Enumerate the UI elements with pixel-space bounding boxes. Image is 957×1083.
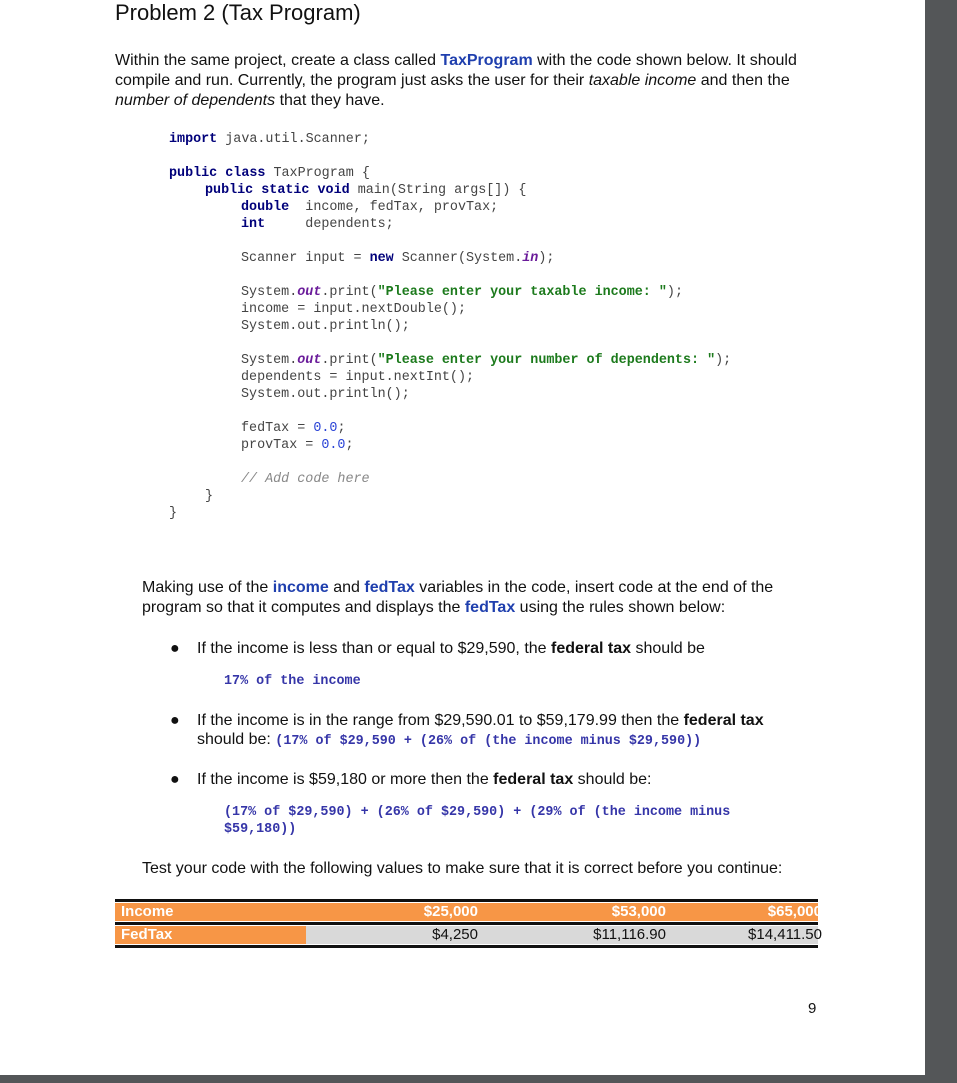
table-cell: $4,250 bbox=[432, 926, 478, 943]
code-listing bbox=[169, 131, 731, 522]
intro-text: and then the bbox=[696, 72, 790, 89]
code-token: 0.0 bbox=[313, 421, 338, 436]
code-line bbox=[241, 250, 731, 267]
code-token: ); bbox=[538, 251, 555, 266]
intro-text: with the code shown below. It should compile and run. Currently, the program just asks the user for their bbox=[115, 52, 797, 89]
code-token: System.out.println(); bbox=[241, 319, 410, 334]
intro-paragraph bbox=[115, 51, 835, 111]
rule-text: If the income is $59,180 or more then the bbox=[197, 771, 494, 788]
intro-text: that they have. bbox=[275, 92, 385, 109]
table-cell: $25,000 bbox=[423, 903, 478, 920]
rule-formula: (17% of $29,590) + (26% of $29,590) + (29% of (the income minus $59,180)) bbox=[224, 805, 731, 837]
code-token: income, fedTax, provTax; bbox=[289, 200, 499, 215]
code-line bbox=[241, 369, 731, 386]
intro-italic: number of dependents bbox=[115, 92, 276, 109]
rule-formula: (17% of $29,590 + (26% of (the income minus $29,590)) bbox=[275, 734, 702, 749]
code-token: new bbox=[369, 251, 394, 266]
table-row-fedtax bbox=[115, 926, 822, 944]
page-number: 9 bbox=[808, 1000, 817, 1017]
code-token: ); bbox=[715, 353, 732, 368]
code-line bbox=[241, 352, 731, 369]
code-token: Scanner(System. bbox=[393, 251, 523, 266]
text: Making use of the bbox=[142, 579, 273, 596]
code-line bbox=[241, 216, 731, 233]
code-line bbox=[205, 488, 731, 505]
rule-item bbox=[170, 639, 797, 658]
rule-text: should be: bbox=[197, 731, 276, 748]
text: and bbox=[328, 579, 365, 596]
variable-name: fedTax bbox=[364, 579, 415, 596]
code-token: public static void bbox=[205, 183, 350, 198]
code-line bbox=[241, 284, 731, 301]
code-line bbox=[241, 454, 731, 471]
table-cell: $11,116.90 bbox=[593, 926, 666, 943]
code-token: ; bbox=[345, 438, 354, 453]
rule-item bbox=[170, 711, 797, 751]
table-cell: $14,411.50 bbox=[748, 926, 822, 943]
text: variables in the code, insert code at the end of the program so that it computes and displays the bbox=[142, 579, 774, 616]
code-token: int bbox=[241, 217, 266, 232]
rule-text: If the income is less than or equal to $29,590, the bbox=[197, 640, 551, 657]
code-line bbox=[241, 386, 731, 403]
row-label: FedTax bbox=[115, 926, 306, 944]
code-token: out bbox=[297, 285, 322, 300]
bullet-icon: ● bbox=[170, 712, 180, 729]
code-token: fedTax = bbox=[241, 421, 314, 436]
code-token: in bbox=[522, 251, 539, 266]
code-token: out bbox=[297, 353, 322, 368]
code-token: ); bbox=[666, 285, 683, 300]
code-line bbox=[205, 182, 731, 199]
code-token: System. bbox=[241, 353, 298, 368]
code-token: } bbox=[169, 506, 178, 521]
intro-italic: taxable income bbox=[588, 72, 697, 89]
rule-item bbox=[170, 770, 797, 789]
rule-bold: federal tax bbox=[493, 771, 574, 788]
code-token: } bbox=[205, 489, 214, 504]
page-title: Problem 2 (Tax Program) bbox=[115, 0, 361, 25]
code-token: ; bbox=[337, 421, 346, 436]
code-token: import bbox=[169, 132, 218, 147]
code-line bbox=[241, 233, 731, 250]
code-line bbox=[241, 471, 731, 488]
code-line bbox=[241, 335, 731, 352]
variable-name: fedTax bbox=[464, 599, 516, 616]
rule-bold: federal tax bbox=[551, 640, 632, 657]
rule-text: should be: bbox=[573, 771, 652, 788]
code-token: .print( bbox=[321, 285, 378, 300]
class-name: TaxProgram bbox=[440, 52, 533, 69]
row-label: Income bbox=[121, 903, 174, 920]
rule-formula: 17% of the income bbox=[224, 674, 361, 689]
code-token: "Please enter your number of dependents: " bbox=[377, 353, 716, 368]
instructions-paragraph bbox=[142, 578, 822, 618]
test-instructions: Test your code with the following values to make sure that it is correct before you continue: bbox=[142, 860, 783, 877]
code-line bbox=[169, 131, 731, 148]
code-line bbox=[241, 403, 731, 420]
code-line bbox=[241, 420, 731, 437]
code-line bbox=[241, 318, 731, 335]
code-token: .print( bbox=[321, 353, 378, 368]
code-token: java.util.Scanner; bbox=[225, 132, 370, 147]
test-values-table bbox=[115, 899, 822, 948]
code-token: System.out.println(); bbox=[241, 387, 410, 402]
code-token: public class bbox=[169, 166, 266, 181]
code-token: Scanner input = bbox=[241, 251, 370, 266]
rule-bold: federal tax bbox=[683, 712, 764, 729]
table-cell: $53,000 bbox=[611, 903, 666, 920]
table-row-income bbox=[115, 903, 822, 921]
rule-text: If the income is in the range from $29,590.01 to $59,179.99 then the bbox=[197, 712, 684, 729]
code-token: TaxProgram { bbox=[265, 166, 370, 181]
code-line bbox=[241, 301, 731, 318]
code-token: double bbox=[241, 200, 290, 215]
code-line bbox=[241, 267, 731, 284]
code-token: dependents; bbox=[265, 217, 394, 232]
code-line bbox=[169, 148, 731, 165]
code-token: "Please enter your taxable income: " bbox=[377, 285, 667, 300]
code-token: main(String args[]) { bbox=[349, 183, 527, 198]
code-token: dependents = input.nextInt(); bbox=[241, 370, 475, 385]
code-line bbox=[169, 165, 731, 182]
table-cell: $65,000 bbox=[767, 903, 822, 920]
bullet-icon: ● bbox=[170, 771, 180, 788]
variable-name: income bbox=[272, 579, 329, 596]
code-line bbox=[241, 437, 731, 454]
code-token: income = input.nextDouble(); bbox=[241, 302, 466, 317]
bullet-icon: ● bbox=[170, 640, 180, 657]
code-line bbox=[169, 505, 731, 522]
rule-text: should be bbox=[631, 640, 705, 657]
code-token: System. bbox=[241, 285, 298, 300]
code-token: provTax = bbox=[241, 438, 322, 453]
code-token: // Add code here bbox=[241, 472, 370, 487]
intro-text: Within the same project, create a class called bbox=[115, 52, 441, 69]
code-token: 0.0 bbox=[321, 438, 346, 453]
code-line bbox=[241, 199, 731, 216]
text: using the rules shown below: bbox=[515, 599, 726, 616]
